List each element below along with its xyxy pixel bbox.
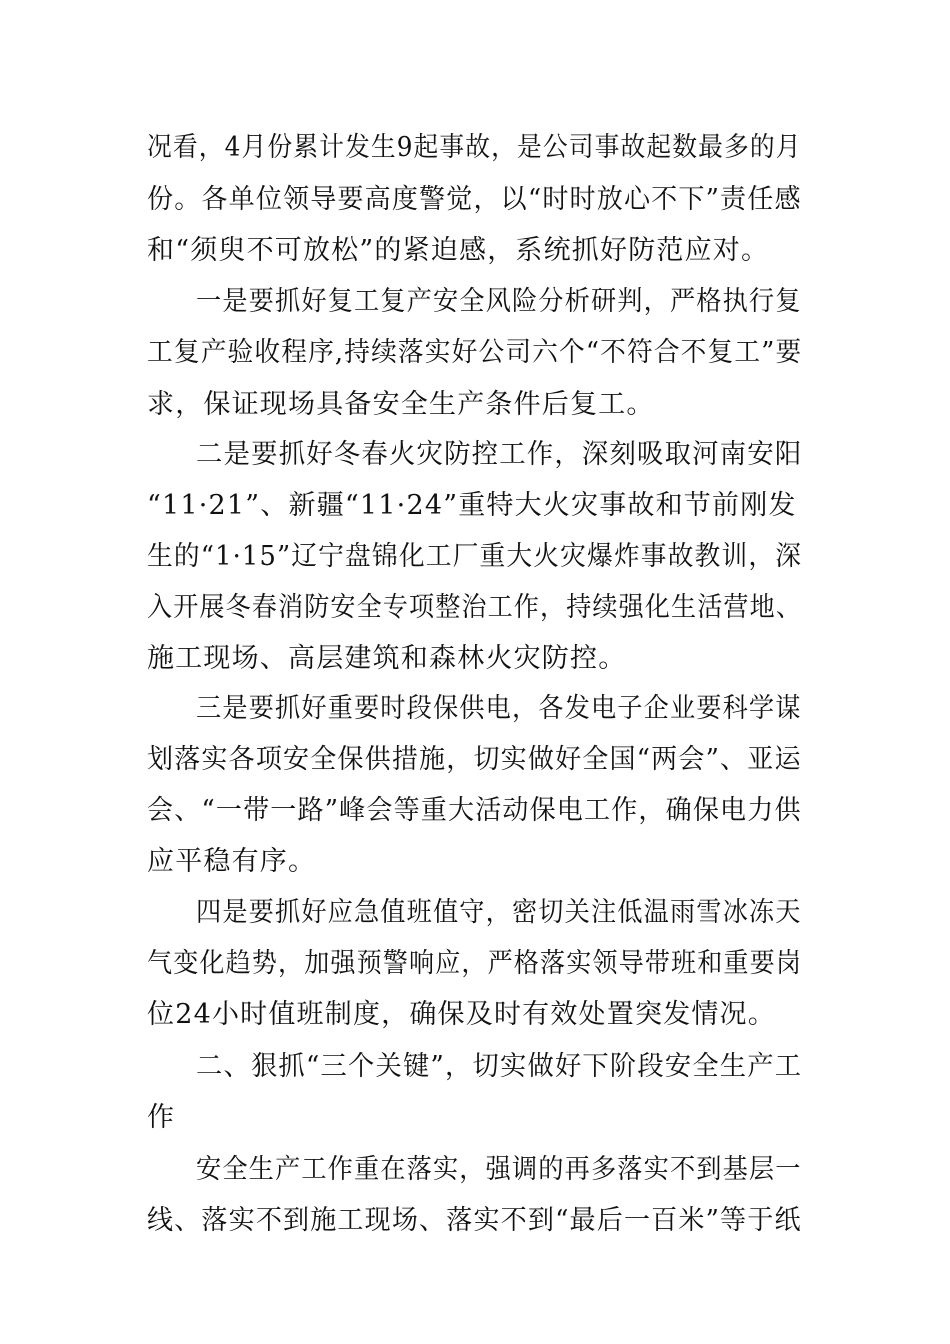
text-line: 施工现场、高层建筑和森林火灾防控。 [147,643,627,674]
section-heading-line: 作 [147,1102,176,1133]
text-line: 份。各单位领导要高度警觉，以“时时放心不下”责任感 [147,184,802,215]
text-line: 气变化趋势，加强预警响应，严格落实领导带班和重要岗 [147,948,803,979]
text-line: 生的“1·15”辽宁盘锦化工厂重大火灾爆炸事故教训，深 [147,541,803,572]
paragraph-start-line: 安全生产工作重在落实，强调的再多落实不到基层一 [196,1154,802,1185]
text-line: “11·21”、新疆“11·24”重特大火灾事故和节前刚发 [147,490,797,521]
section-heading-line: 二、狠抓“三个关键”，切实做好下阶段安全生产工 [196,1051,803,1082]
text-line: 入开展冬春消防安全专项整治工作，持续强化生活营地、 [147,592,803,623]
text-line: 工复产验收程序,持续落实好公司六个“不符合不复工”要 [147,337,803,368]
text-line: 线、落实不到施工现场、落实不到“最后一百米”等于纸 [147,1205,802,1236]
text-line: 应平稳有序。 [147,846,317,877]
text-line: 划落实各项安全保供措施，切实做好全国“两会”、亚运 [147,744,802,775]
text-line: 会、“一带一路”峰会等重大活动保电工作，确保电力供 [147,795,802,826]
text-line: 位24小时值班制度，确保及时有效处置突发情况。 [147,999,776,1030]
paragraph-start-line: 三是要抓好重要时段保供电，各发电子企业要科学谋 [196,693,802,724]
paragraph-start-line: 四是要抓好应急值班值守，密切关注低温雨雪冰冻天 [196,897,802,928]
paragraph-start-line: 一是要抓好复工复产安全风险分析研判，严格执行复 [196,286,802,317]
text-line: 求，保证现场具备安全生产条件后复工。 [147,389,655,420]
paragraph-start-line: 二是要抓好冬春火灾防控工作，深刻吸取河南安阳 [196,439,803,470]
text-line: 和“须臾不可放松”的紧迫感，系统抓好防范应对。 [147,235,770,266]
text-line: 况看，4月份累计发生9起事故，是公司事故起数最多的月 [147,132,802,163]
